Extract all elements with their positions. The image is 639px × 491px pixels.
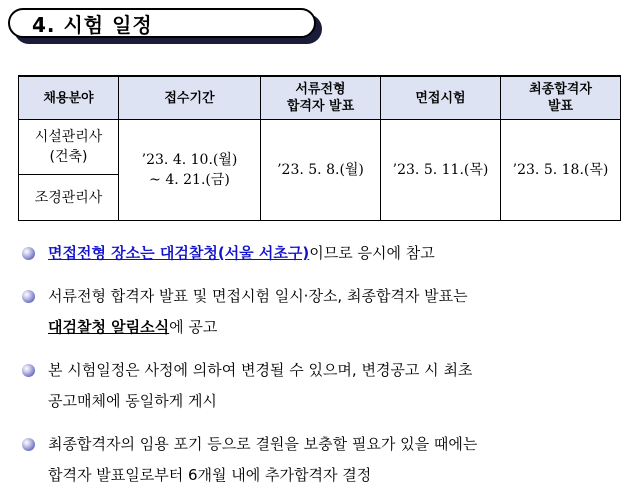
list-item: 서류전형 합격자 발표 및 면접시험 일시·장소, 최종합격자 발표는 대검찰청 알림소식에 공고 [22,281,622,343]
header-field: 채용분야 [19,76,119,120]
table-row [19,120,621,175]
list-item: 본 시험일정은 사정에 의하여 변경될 수 있으며, 변경공고 시 최초 공고매체에 동일하게 게시 [22,355,622,417]
section-title: 4. 시험 일정 [32,13,153,37]
bullet-icon [22,247,35,260]
bullet-icon [22,438,35,451]
list-item: 최종합격자의 임용 포기 등으로 결원을 보충할 필요가 있을 때에는 합격자 발표일로부터 6개월 내에 추가합격자 결정 [22,429,622,491]
list-item: 면접전형 장소는 대검찰청(서울 서초구)이므로 응시에 참고 [22,238,622,269]
cell-application-period: ’23. 4. 10.(월) ~ 4. 21.(금) [119,120,261,221]
cell-interview-date: ’23. 5. 11.(목) [381,120,501,221]
header-period: 접수기간 [119,76,261,120]
field-facility-manager: 시설관리사 (건축) [19,120,119,175]
section-header [8,8,326,48]
field-landscape-manager: 조경관리사 [19,175,119,221]
header-interview: 면접시험 [381,76,501,120]
header-doc-result: 서류전형 합격자 발표 [261,76,381,120]
cell-doc-result-date: ’23. 5. 8.(월) [261,120,381,221]
notice-board-emphasis: 대검찰청 알림소식 [48,318,170,336]
interview-location-emphasis: 면접전형 장소는 대검찰청(서울 서초구) [48,244,310,262]
notice-list [22,238,622,491]
header-final-result: 최종합격자 발표 [501,76,621,120]
bullet-icon [22,290,35,303]
section-header-box [8,8,316,38]
cell-final-result-date: ’23. 5. 18.(목) [501,120,621,221]
bullet-icon [22,364,35,377]
schedule-table [18,75,621,221]
table-header-row [19,76,621,120]
